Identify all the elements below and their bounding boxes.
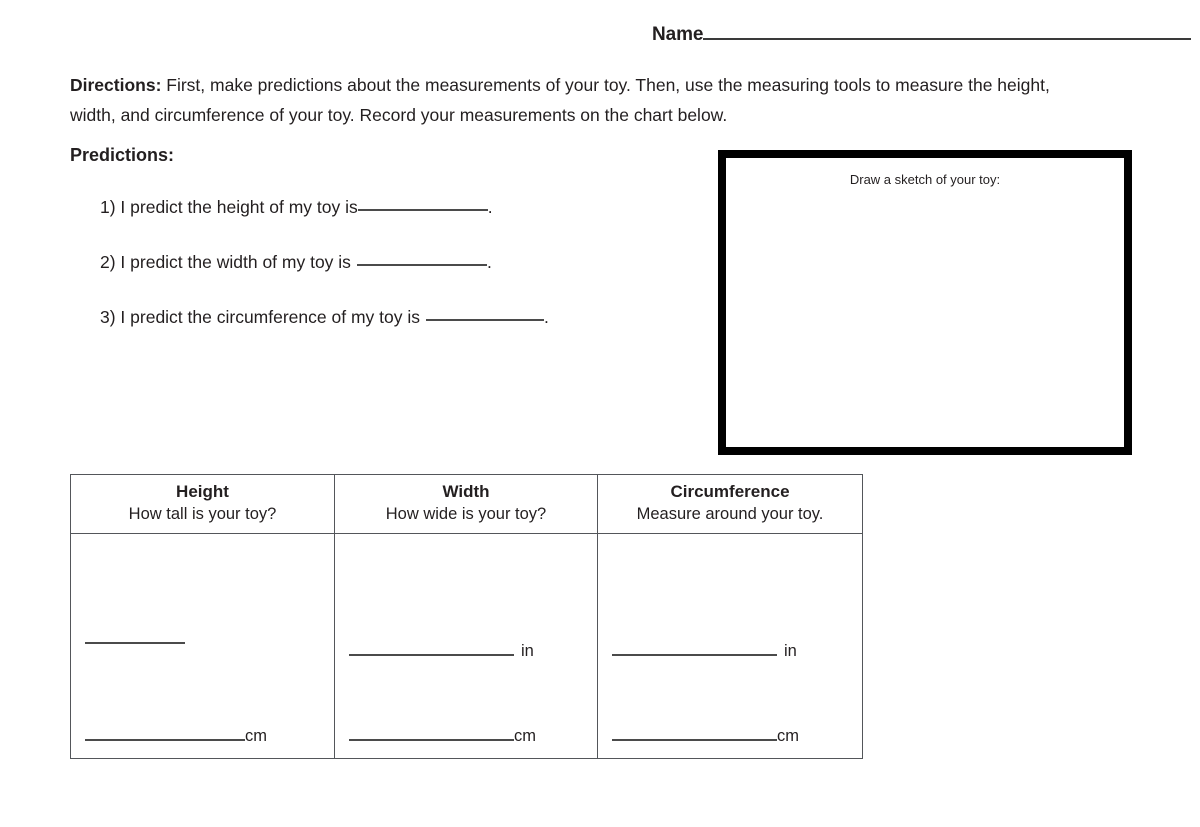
height-centimeters-input-line[interactable] (85, 739, 245, 741)
name-input-line[interactable] (703, 38, 1191, 40)
prediction-3-number: 3) (100, 307, 116, 327)
circumference-inches-row (598, 642, 862, 660)
circumference-centimeters-unit: cm (777, 727, 799, 745)
name-field-row (652, 24, 1191, 46)
prediction-2-text: I predict the width of my toy is (115, 252, 351, 272)
table-header-circumference (598, 475, 863, 534)
table-header-height (71, 475, 335, 534)
directions-label: Directions: (70, 75, 162, 95)
table-header-row (71, 475, 863, 534)
column-title-width: Width (442, 482, 490, 501)
width-centimeters-unit: cm (514, 727, 536, 745)
column-question-height: How tall is your toy? (128, 505, 277, 523)
circumference-centimeters-row (598, 727, 862, 745)
prediction-item-1 (100, 196, 700, 218)
prediction-3-text: I predict the circumference of my toy is (115, 307, 420, 327)
height-inches-row (71, 642, 334, 647)
table-row (71, 534, 863, 759)
directions-text: First, make predictions about the measurements of your toy. Then, use the measuring tools to measure the height, width, and circumference of your toy. Record your measurements on the chart below. (70, 75, 1050, 125)
prediction-2-input-line[interactable] (357, 264, 487, 266)
column-title-circumference: Circumference (670, 482, 790, 501)
table-cell-circumference (598, 534, 863, 759)
sketch-box-label: Draw a sketch of your toy: (849, 172, 1001, 187)
width-inches-unit: in (521, 642, 534, 660)
predictions-list (100, 196, 700, 361)
column-title-height: Height (176, 482, 229, 501)
column-question-circumference: Measure around your toy. (636, 505, 824, 523)
height-centimeters-row (71, 727, 334, 745)
directions-paragraph (70, 70, 1100, 130)
height-inches-input-line[interactable] (85, 642, 185, 644)
table-header-width (335, 475, 598, 534)
prediction-item-2 (100, 251, 700, 273)
width-inches-input-line[interactable] (349, 654, 514, 656)
prediction-1-text: I predict the height of my toy is (115, 197, 358, 217)
table-cell-height (71, 534, 335, 759)
width-centimeters-input-line[interactable] (349, 739, 514, 741)
prediction-2-period: . (486, 252, 492, 272)
prediction-1-period: . (487, 197, 493, 217)
prediction-3-period: . (543, 307, 549, 327)
circumference-inches-input-line[interactable] (612, 654, 777, 656)
circumference-centimeters-input-line[interactable] (612, 739, 777, 741)
sketch-box[interactable] (718, 150, 1132, 455)
measurement-table (70, 474, 863, 759)
column-question-width: How wide is your toy? (385, 505, 547, 523)
height-centimeters-unit: cm (245, 727, 267, 745)
width-centimeters-row (335, 727, 597, 745)
circumference-inches-unit: in (784, 642, 797, 660)
prediction-2-number: 2) (100, 252, 116, 272)
prediction-1-input-line[interactable] (358, 209, 488, 211)
prediction-3-input-line[interactable] (426, 319, 544, 321)
prediction-item-3 (100, 306, 700, 328)
table-cell-width (335, 534, 598, 759)
predictions-heading: Predictions: (70, 145, 175, 165)
name-label: Name (652, 24, 704, 45)
width-inches-row (335, 642, 597, 660)
prediction-1-number: 1) (100, 197, 116, 217)
